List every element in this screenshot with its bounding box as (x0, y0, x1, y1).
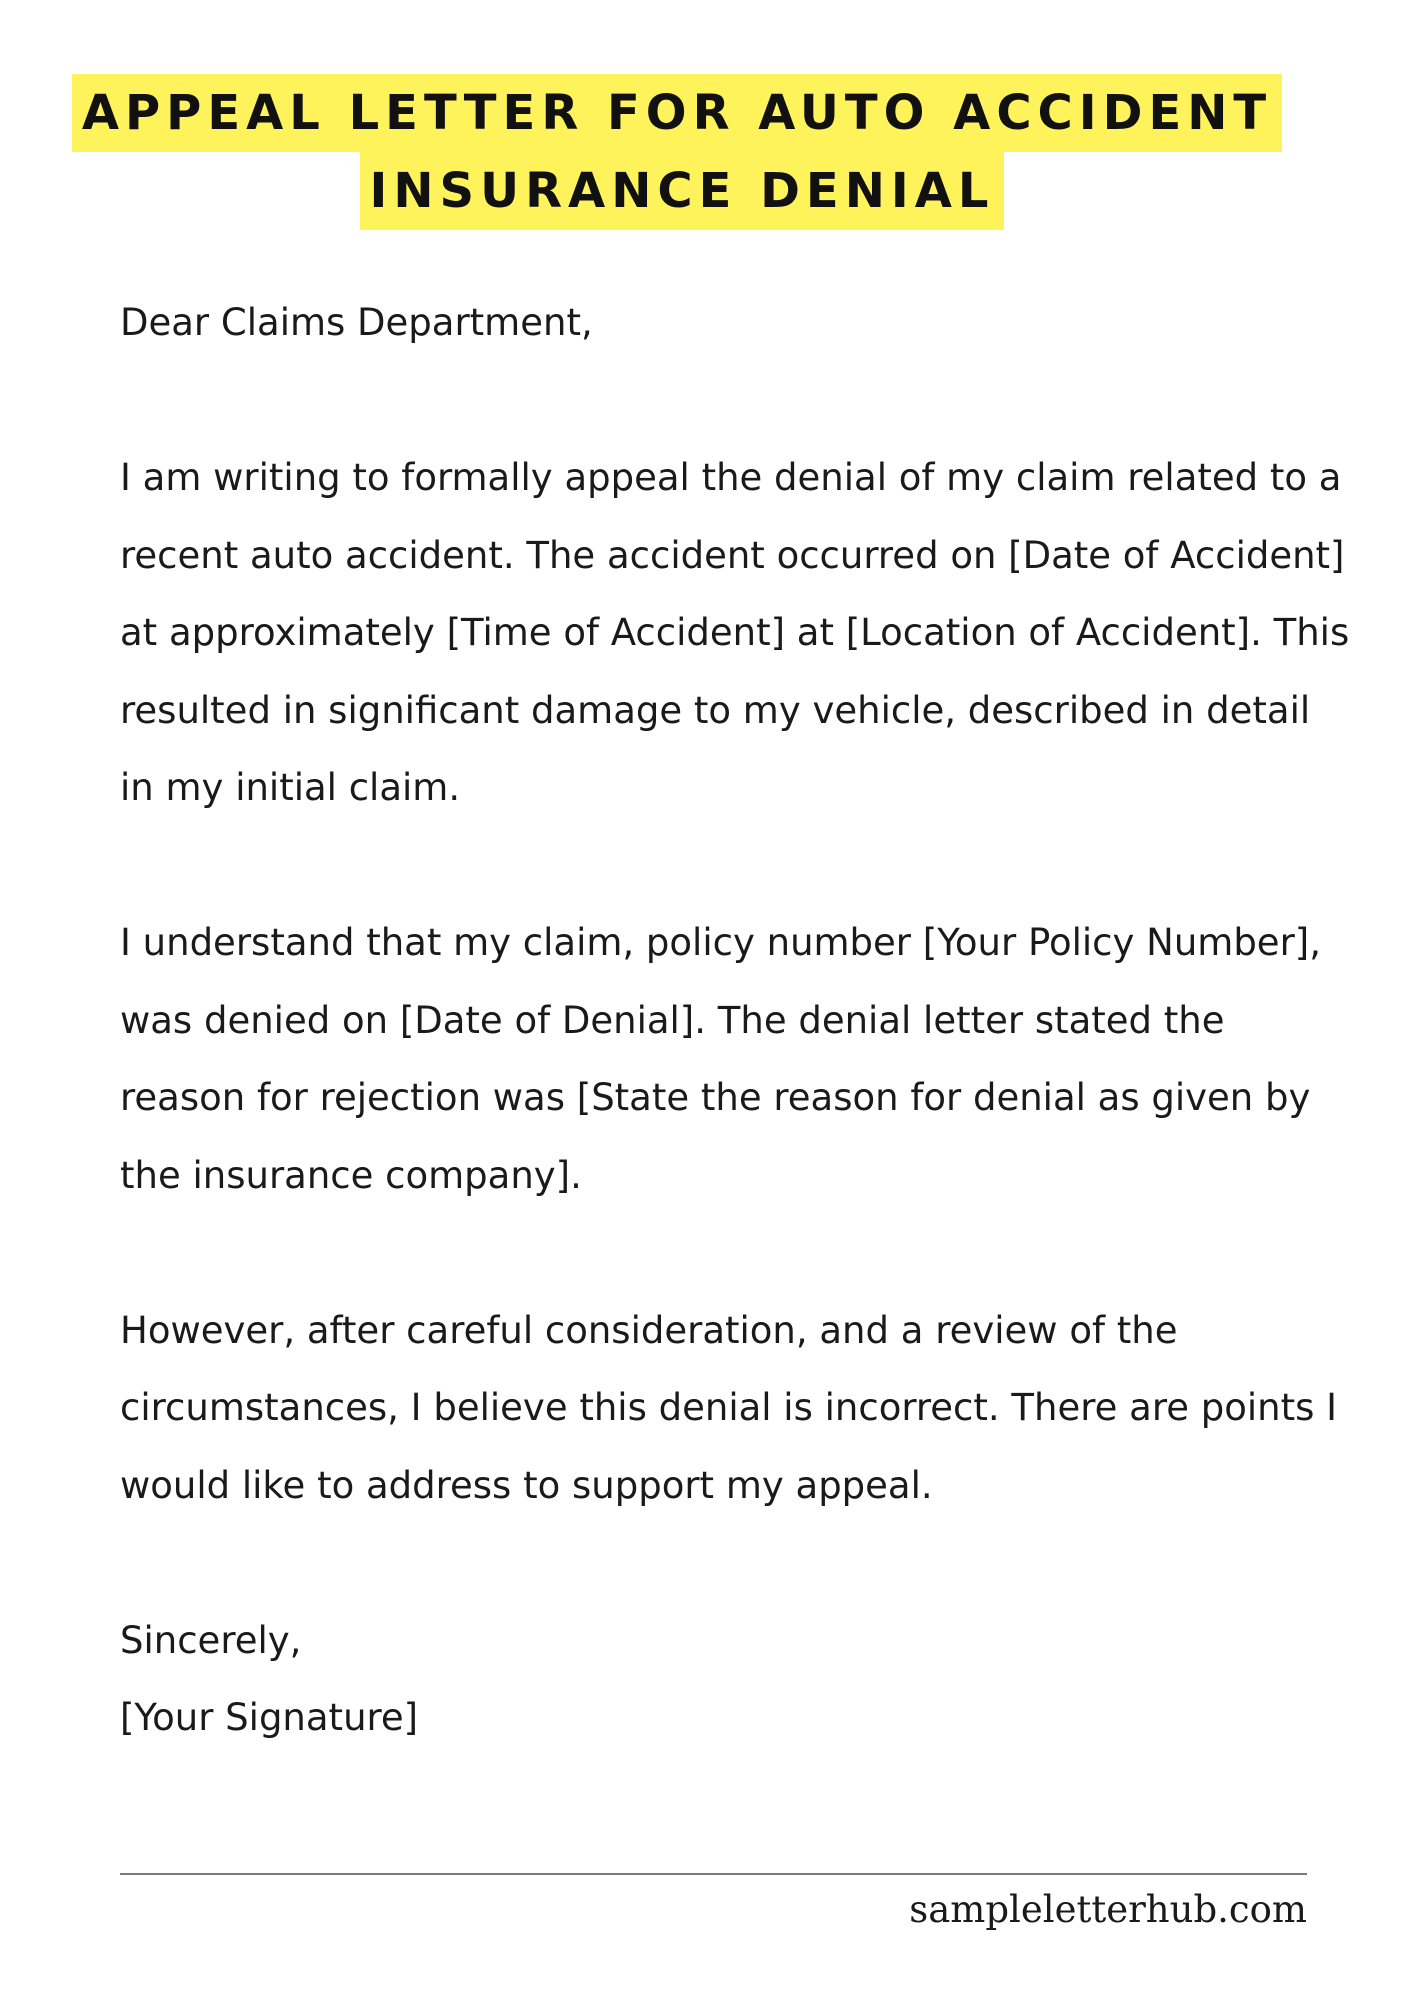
paragraph-3: However, after careful consideration, and a review of the circumstances, I believe this denial is incorrect. There are points I would like to address to support my appeal. (120, 1308, 1338, 1507)
footer-site-name: sampleletterhub.com (909, 1888, 1307, 1931)
closing: Sincerely, (120, 1618, 302, 1662)
paragraph-2: I understand that my claim, policy number [Your Policy Number], was denied on [Date of Denial]. The denial letter stated the reason for rejection was [State the reason for denial as given by the insurance company]. (120, 921, 1321, 1197)
salutation: Dear Claims Department, (120, 301, 593, 344)
title-line-1: APPEAL LETTER FOR AUTO ACCIDENT (72, 74, 1282, 152)
title-line-2: INSURANCE DENIAL (360, 152, 1005, 230)
paragraph-1: I am writing to formally appeal the denial of my claim related to a recent auto accident. The accident occurred on [Date of Accident] at approximately [Time of Accident] at [Location of Accident]. This resulted in significant damage to my vehicle, described in detail in my initial claim. (120, 456, 1350, 809)
footer-divider (120, 1873, 1307, 1875)
signature-placeholder: [Your Signature] (120, 1696, 419, 1739)
document-title (0, 74, 1414, 230)
letter-body (120, 284, 1350, 1757)
